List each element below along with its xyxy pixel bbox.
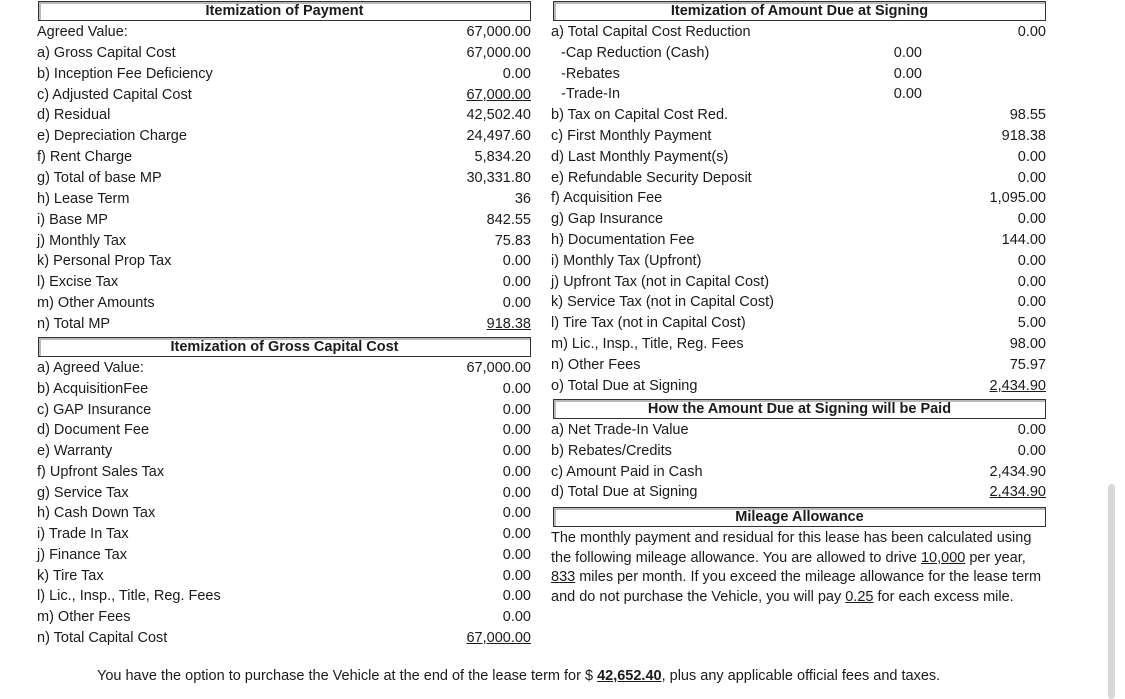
due-row-value: 1,095.00 bbox=[989, 190, 1046, 207]
gross-row-label: b) AcquisitionFee bbox=[37, 380, 149, 397]
due-row-label: c) First Monthly Payment bbox=[551, 128, 712, 144]
paid-row-value: 0.00 bbox=[1017, 442, 1046, 459]
payment-row-value: 24,497.60 bbox=[466, 128, 531, 145]
paid-row-label: d) Total Due at Signing bbox=[551, 484, 698, 501]
gross-row-value: 0.00 bbox=[502, 609, 531, 625]
payment-row-value: 36 bbox=[514, 190, 531, 207]
payment-row-value: 0.00 bbox=[502, 274, 531, 291]
payment-row-value: 0.00 bbox=[502, 295, 531, 312]
paid-row-label: a) Net Trade-In Value bbox=[551, 422, 689, 438]
due-row-value: 98.55 bbox=[1009, 107, 1046, 124]
payment-row-label: e) Depreciation Charge bbox=[37, 128, 187, 145]
payment-row-value: 67,000.00 bbox=[466, 24, 531, 40]
mileage-text-1: The monthly payment and residual for this lease has been calculated using the following mileage allowance. You are allowed to drive bbox=[551, 530, 1032, 566]
due-row-label: g) Gap Insurance bbox=[551, 211, 664, 228]
gross-row-label: c) GAP Insurance bbox=[37, 401, 152, 418]
purchase-text-after: , plus any applicable official fees and taxes. bbox=[661, 668, 941, 684]
due-section-title: Itemization of Amount Due at Signing bbox=[553, 1, 1046, 21]
due-row-value: 2,434.90 bbox=[989, 377, 1046, 394]
gross-row-value: 0.00 bbox=[502, 401, 531, 418]
due-row-value: 0.00 bbox=[1017, 252, 1046, 269]
due-row-label: b) Tax on Capital Cost Red. bbox=[551, 107, 729, 124]
due-row-label: n) Other Fees bbox=[551, 356, 641, 373]
gross-row-value: 0.00 bbox=[502, 484, 531, 501]
payment-row-label: f) Rent Charge bbox=[37, 149, 133, 166]
due-row-value: 0.00 bbox=[893, 44, 922, 61]
due-row-value: 0.00 bbox=[1017, 211, 1046, 228]
payment-row-value: 42,502.40 bbox=[466, 107, 531, 124]
gross-row-value: 0.00 bbox=[502, 567, 531, 584]
paid-row-value: 0.00 bbox=[1017, 422, 1046, 438]
gross-row-label: g) Service Tax bbox=[37, 484, 129, 501]
purchase-option-statement bbox=[97, 668, 940, 684]
gross-row-label: h) Cash Down Tax bbox=[37, 505, 156, 522]
due-row-value: 0.00 bbox=[893, 86, 922, 103]
due-row-label: o) Total Due at Signing bbox=[551, 377, 698, 394]
due-row-value: 918.38 bbox=[1001, 128, 1046, 144]
gross-row-label: e) Warranty bbox=[37, 443, 113, 459]
paid-row-value: 2,434.90 bbox=[989, 463, 1046, 480]
due-row-label: i) Monthly Tax (Upfront) bbox=[551, 252, 702, 269]
gross-row-value: 0.00 bbox=[502, 422, 531, 439]
due-row-value: 98.00 bbox=[1009, 336, 1046, 352]
gross-row-label: i) Trade In Tax bbox=[37, 526, 129, 542]
due-row-label: m) Lic., Insp., Title, Reg. Fees bbox=[551, 336, 744, 352]
due-row-label: f) Acquisition Fee bbox=[551, 190, 663, 207]
payment-row-value: 0.00 bbox=[502, 65, 531, 82]
payment-row-label: b) Inception Fee Deficiency bbox=[37, 65, 213, 82]
paid-row-value: 2,434.90 bbox=[989, 484, 1046, 501]
miles-per-year: 10,000 bbox=[920, 549, 966, 566]
gross-row-value: 0.00 bbox=[502, 505, 531, 522]
gross-row-label: k) Tire Tax bbox=[37, 567, 104, 584]
paid-section-title: How the Amount Due at Signing will be Paid bbox=[553, 399, 1046, 419]
gross-row-label: a) Agreed Value: bbox=[37, 360, 144, 376]
due-row-value: 5.00 bbox=[1017, 315, 1046, 332]
miles-per-month: 833 bbox=[551, 569, 576, 585]
payment-row-value: 842.55 bbox=[486, 211, 531, 228]
gross-row-label: d) Document Fee bbox=[37, 422, 150, 439]
payment-row-value: 67,000.00 bbox=[466, 86, 531, 103]
excess-mile-rate: 0.25 bbox=[845, 588, 874, 605]
gross-row-value: 0.00 bbox=[502, 588, 531, 605]
gross-row-label: j) Finance Tax bbox=[37, 546, 127, 563]
payment-row-label: h) Lease Term bbox=[37, 190, 130, 207]
due-row-label: -Cap Reduction (Cash) bbox=[561, 44, 710, 61]
due-row-value: 0.00 bbox=[1017, 273, 1046, 290]
gross-row-label: n) Total Capital Cost bbox=[37, 629, 168, 646]
purchase-price: 42,652.40 bbox=[597, 668, 662, 684]
mileage-section-title: Mileage Allowance bbox=[553, 507, 1046, 527]
gross-row-value: 67,000.00 bbox=[466, 629, 531, 646]
payment-row-value: 0.00 bbox=[502, 253, 531, 270]
due-row-label: -Rebates bbox=[561, 65, 620, 82]
due-row-label: l) Tire Tax (not in Capital Cost) bbox=[551, 315, 746, 332]
due-row-label: k) Service Tax (not in Capital Cost) bbox=[551, 294, 774, 311]
payment-row-label: g) Total of base MP bbox=[37, 169, 162, 186]
due-row-value: 0.00 bbox=[1017, 294, 1046, 311]
payment-row-label: Agreed Value: bbox=[37, 24, 128, 40]
mileage-paragraph bbox=[551, 529, 1046, 607]
payment-row-label: c) Adjusted Capital Cost bbox=[37, 86, 192, 103]
payment-row-value: 67,000.00 bbox=[466, 44, 531, 61]
payment-row-value: 918.38 bbox=[486, 315, 531, 332]
vertical-scrollbar[interactable] bbox=[1108, 484, 1115, 699]
gross-row-value: 0.00 bbox=[502, 526, 531, 542]
gross-row-label: m) Other Fees bbox=[37, 609, 131, 625]
mileage-text-4: for each excess mile. bbox=[873, 588, 1014, 605]
due-row-value: 0.00 bbox=[1017, 169, 1046, 186]
payment-row-label: l) Excise Tax bbox=[37, 274, 119, 291]
payment-row-label: a) Gross Capital Cost bbox=[37, 44, 176, 61]
due-row-value: 0.00 bbox=[1017, 148, 1046, 165]
due-row-label: d) Last Monthly Payment(s) bbox=[551, 148, 729, 165]
gross-row-label: l) Lic., Insp., Title, Reg. Fees bbox=[37, 588, 221, 605]
due-row-label: j) Upfront Tax (not in Capital Cost) bbox=[551, 273, 770, 290]
payment-row-label: i) Base MP bbox=[37, 211, 108, 228]
gross-row-value: 0.00 bbox=[502, 380, 531, 397]
due-row-value: 0.00 bbox=[1017, 24, 1046, 40]
paid-row-label: b) Rebates/Credits bbox=[551, 442, 672, 459]
gross-row-value: 0.00 bbox=[502, 463, 531, 480]
payment-row-label: m) Other Amounts bbox=[37, 295, 155, 312]
due-row-label: a) Total Capital Cost Reduction bbox=[551, 24, 751, 40]
paid-row-label: c) Amount Paid in Cash bbox=[551, 463, 703, 480]
payment-row-value: 5,834.20 bbox=[474, 149, 531, 166]
payment-row-label: j) Monthly Tax bbox=[37, 232, 127, 249]
payment-row-label: n) Total MP bbox=[37, 315, 111, 332]
gross-row-value: 0.00 bbox=[502, 443, 531, 459]
due-row-value: 75.97 bbox=[1009, 356, 1046, 373]
due-row-value: 144.00 bbox=[1001, 232, 1046, 248]
mileage-text-2: per year, bbox=[965, 549, 1026, 566]
payment-row-value: 75.83 bbox=[494, 232, 531, 249]
gross-capital-section-title: Itemization of Gross Capital Cost bbox=[38, 337, 531, 357]
due-row-value: 0.00 bbox=[893, 65, 922, 82]
payment-row-label: d) Residual bbox=[37, 107, 111, 124]
due-row-label: e) Refundable Security Deposit bbox=[551, 169, 752, 186]
payment-row-label: k) Personal Prop Tax bbox=[37, 253, 172, 270]
payment-section-title: Itemization of Payment bbox=[38, 1, 531, 21]
mileage-text-3: miles per month. If you exceed the mileage allowance for the lease term and do not purchase the Vehicle, you will pay bbox=[551, 569, 1042, 605]
gross-row-value: 67,000.00 bbox=[466, 360, 531, 376]
gross-row-value: 0.00 bbox=[502, 546, 531, 563]
payment-row-value: 30,331.80 bbox=[466, 169, 531, 186]
due-row-label: h) Documentation Fee bbox=[551, 232, 695, 248]
gross-row-label: f) Upfront Sales Tax bbox=[37, 463, 165, 480]
purchase-text-before: You have the option to purchase the Vehicle at the end of the lease term for $ bbox=[97, 668, 598, 684]
due-row-label: -Trade-In bbox=[561, 86, 621, 103]
